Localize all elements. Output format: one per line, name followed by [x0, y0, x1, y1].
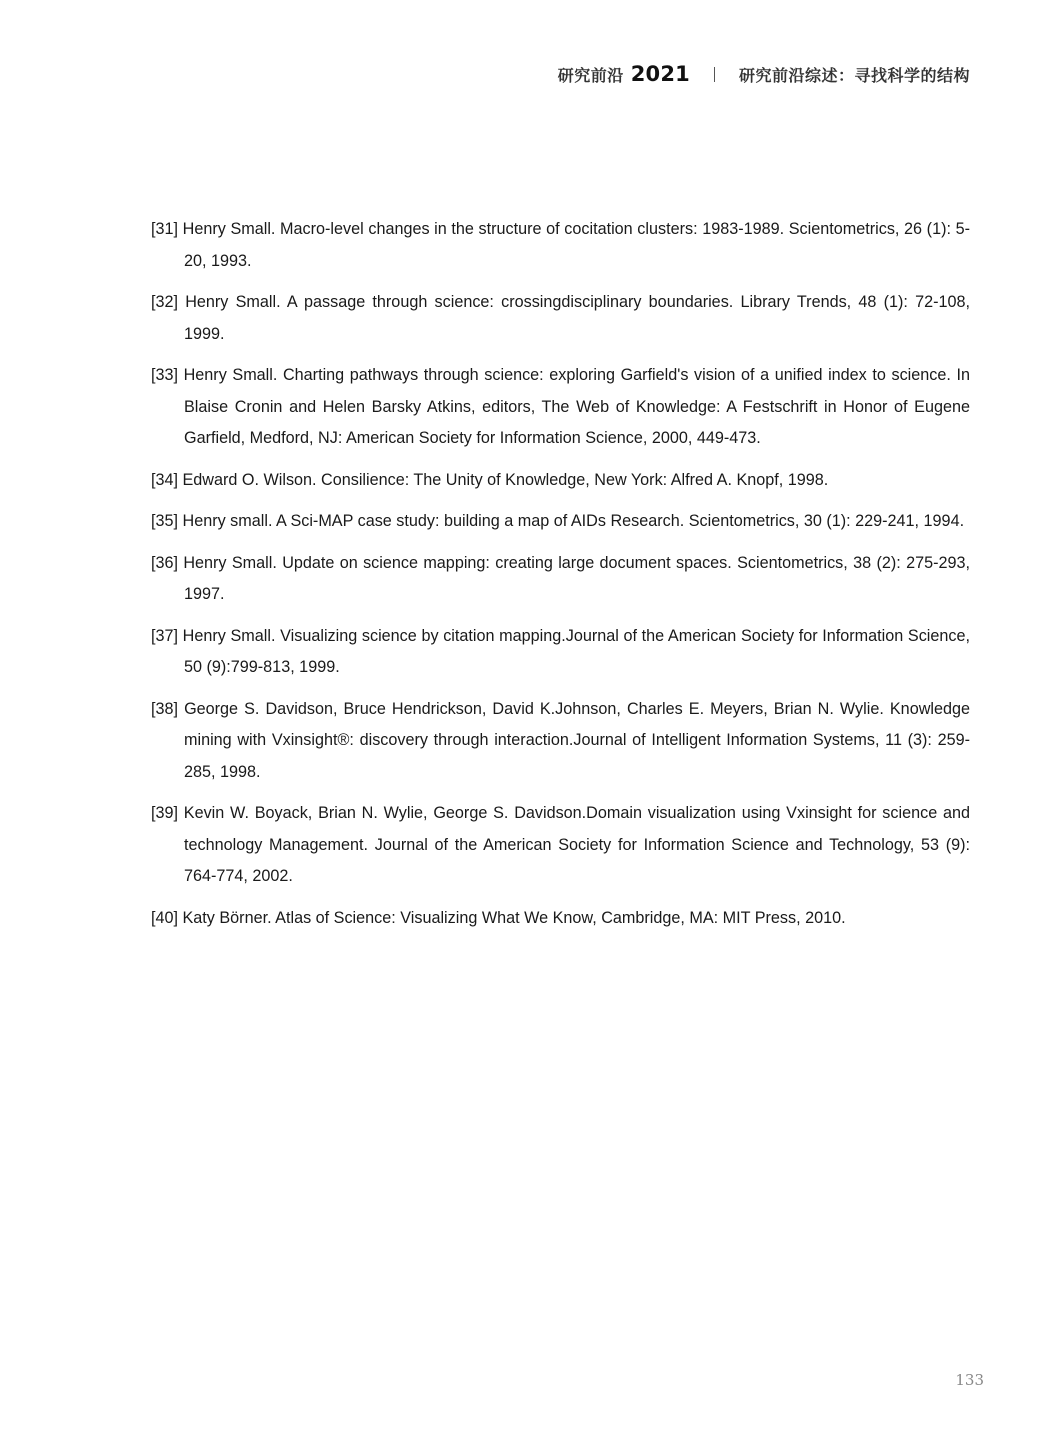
- reference-item-40: [40] Katy Börner. Atlas of Science: Visualizing What We Know, Cambridge, MA: MIT Press, 2010.: [151, 908, 846, 927]
- reference-item-35: [35] Henry small. A Sci-MAP case study: building a map of AIDs Research. Scientometrics, 30 (1): 229-241, 1994.: [151, 512, 965, 530]
- reference-item-33: [33] Henry Small. Charting pathways through science: exploring Garfield's vision of a unified index to science. In Blaise Cronin and Helen Barsky Atkins, editors, The Web of Knowledge: A Festschrift in Honor of Eugene Garfield, Medford, NJ: American Society for Information Science, 2000, 449-473.: [151, 366, 970, 447]
- series-year: 2021: [630, 62, 690, 86]
- reference-list: [151, 214, 970, 944]
- reference-item-32: [32] Henry Small. A passage through science: crossingdisciplinary boundaries. Library Trends, 48 (1): 72-108, 1999.: [151, 293, 970, 343]
- reference-item-37: [37] Henry Small. Visualizing science by citation mapping.Journal of the American Society for Information Science, 50 (9):799-813, 1999.: [151, 626, 970, 676]
- reference-item-31: [31] Henry Small. Macro-level changes in the structure of cocitation clusters: 1983-1989. Scientometrics, 26 (1): 5-20, 1993.: [151, 220, 970, 270]
- page-number: 133: [955, 1371, 984, 1389]
- header-divider: [714, 67, 715, 82]
- series-title: 研究前沿: [557, 66, 624, 85]
- reference-item-38: [38] George S. Davidson, Bruce Hendrickson, David K.Johnson, Charles E. Meyers, Brian N. Wylie. Knowledge mining with Vxinsight®: discovery through interaction.Journal of Intelligent Information Systems, 11 (3): 259-285, 1998.: [151, 699, 970, 781]
- chapter-title: 研究前沿综述：寻找科学的结构: [738, 66, 970, 85]
- running-header: [558, 62, 970, 86]
- reference-item-36: [36] Henry Small. Update on science mapping: creating large document spaces. Scientometrics, 38 (2): 275-293, 1997.: [151, 553, 970, 603]
- reference-item-39: [39] Kevin W. Boyack, Brian N. Wylie, George S. Davidson.Domain visualization using Vxinsight for science and technology Management. Journal of the American Society for Information Science and Technology, 53 (9): 764-774, 2002.: [151, 804, 970, 885]
- reference-item-34: [34] Edward O. Wilson. Consilience: The Unity of Knowledge, New York: Alfred A. Knopf, 1998.: [151, 470, 829, 489]
